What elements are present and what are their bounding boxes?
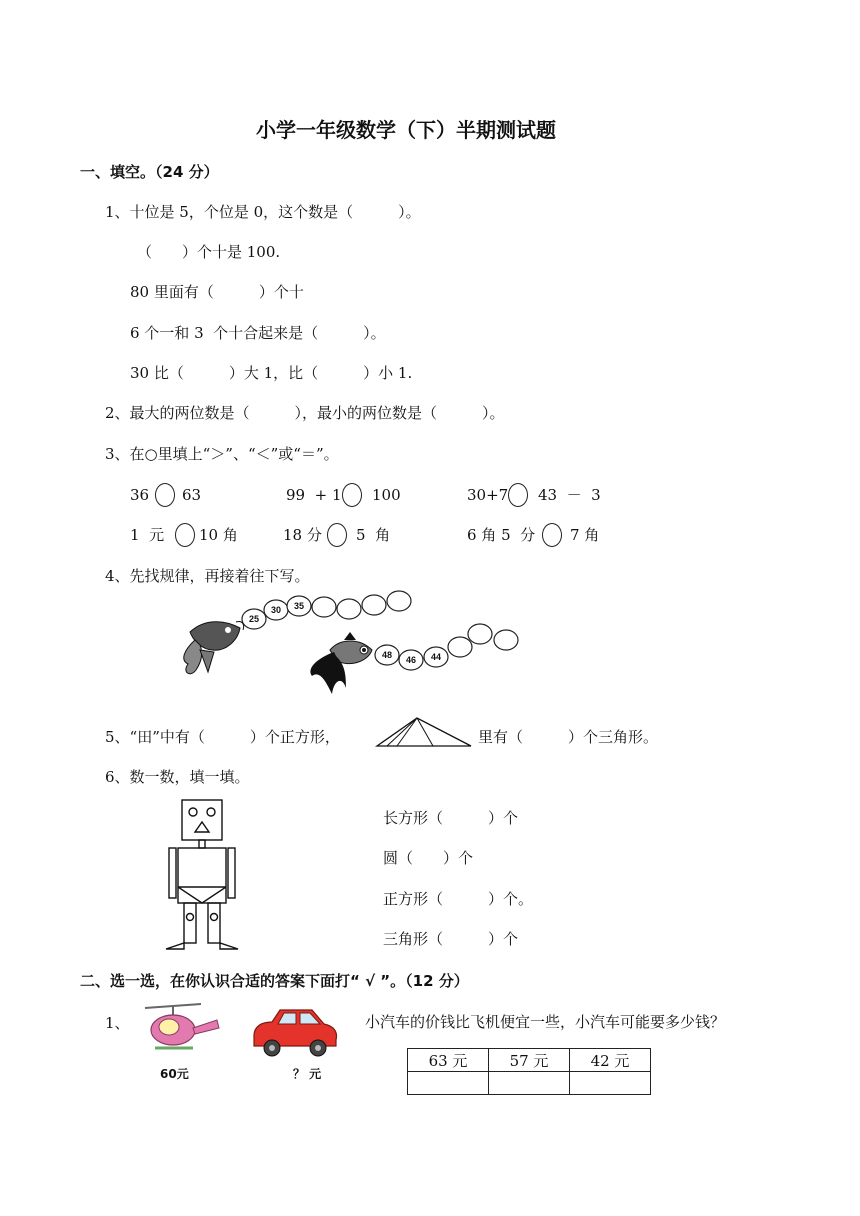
bubble-blank <box>494 630 518 650</box>
car-icon <box>250 1004 340 1064</box>
compare-4-right: 10 角 <box>199 526 238 544</box>
seq1-value: 25 <box>248 614 260 624</box>
triangle-figure <box>375 716 475 750</box>
question-6: 6、数一数，填一填。 <box>105 768 250 786</box>
bubble-blank <box>468 624 492 644</box>
question-2: 2、最大的两位数是（ ），最小的两位数是（ ）。 <box>105 404 505 422</box>
question-5-part2: 里有（ ）个三角形。 <box>478 728 659 746</box>
question-1b: （ ）个十是 100. <box>137 243 281 261</box>
compare-1-left: 36 <box>130 486 150 504</box>
bubble-blank <box>337 599 361 619</box>
bubble-blank <box>448 637 472 657</box>
compare-6-left: 6 角 5 分 <box>467 526 536 544</box>
question-1e: 30 比（ ）大 1，比（ ）小 1. <box>130 364 413 382</box>
count-circle: 圆（ ）个 <box>383 849 474 867</box>
option-63: 63 元 <box>408 1049 489 1072</box>
seq2-value: 44 <box>430 652 442 662</box>
question-3: 3、在○里填上“＞”、“＜”或“＝”。 <box>105 445 339 463</box>
bubble-blank <box>362 595 386 615</box>
section2-question: 小汽车的价钱比飞机便宜一些，小汽车可能要多少钱？ <box>365 1013 726 1031</box>
count-square: 正方形（ ）个。 <box>383 890 534 908</box>
bubble-blank <box>387 591 411 611</box>
compare-2-right: 100 <box>372 486 401 504</box>
seq2-value: 46 <box>405 655 417 665</box>
count-rect: 长方形（ ）个 <box>383 809 519 827</box>
compare-1-right: 63 <box>182 486 202 504</box>
section2-q1-number: 1、 <box>105 1014 130 1032</box>
car-price: ？ 元 <box>293 1067 322 1081</box>
bubble-blank <box>312 597 336 617</box>
seq1-value: 35 <box>293 601 305 611</box>
answer-table <box>407 1048 651 1095</box>
section1-heading: 一、填空。（24 分） <box>80 163 219 181</box>
compare-3-left: 30+7 <box>467 486 509 504</box>
compare-4-left: 1 元 <box>130 526 165 544</box>
compare-2-left: 99 + 1 <box>286 486 342 504</box>
seq1-value: 30 <box>270 605 282 615</box>
page-title: 小学一年级数学（下）半期测试题 <box>256 118 556 142</box>
answer-cell-42[interactable] <box>570 1072 651 1095</box>
section2-heading: 二、选一选，在你认识合适的答案下面打“ √ ”。（12 分） <box>80 972 469 990</box>
question-5-part1: 5、“田”中有（ ）个正方形， <box>105 728 340 746</box>
helicopter-icon <box>143 1000 223 1060</box>
answer-cell-57[interactable] <box>489 1072 570 1095</box>
helicopter-price: 60元 <box>160 1067 189 1081</box>
robot-figure <box>162 797 252 957</box>
question-4: 4、先找规律，再接着往下写。 <box>105 567 310 585</box>
compare-5-left: 18 分 <box>283 526 322 544</box>
fish-icon <box>310 632 372 694</box>
count-triangle: 三角形（ ）个 <box>383 930 519 948</box>
compare-3-right: 43 － 3 <box>538 486 601 504</box>
option-42: 42 元 <box>570 1049 651 1072</box>
fish-icon <box>184 621 244 673</box>
question-1: 1、十位是 5，个位是 0，这个数是（ ）。 <box>105 203 421 221</box>
seq2-value: 48 <box>381 650 393 660</box>
option-57: 57 元 <box>489 1049 570 1072</box>
compare-5-right: 5 角 <box>356 526 391 544</box>
answer-cell-63[interactable] <box>408 1072 489 1095</box>
question-1d: 6 个一和 3 个十合起来是（ ）。 <box>130 324 386 342</box>
question-1c: 80 里面有（ ）个十 <box>130 283 304 301</box>
compare-6-right: 7 角 <box>570 526 600 544</box>
